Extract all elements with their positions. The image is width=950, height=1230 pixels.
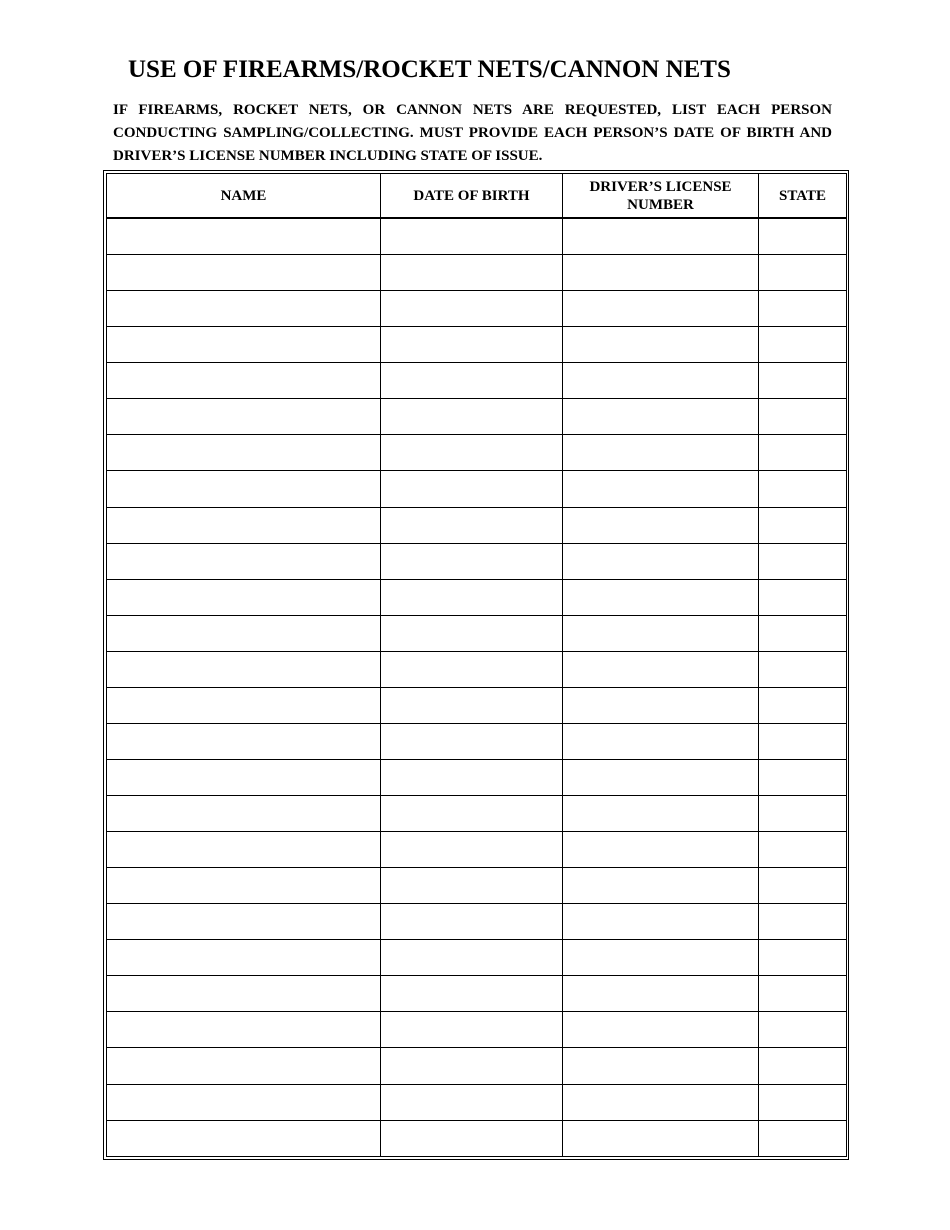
date-of-birth-cell[interactable] — [381, 940, 563, 976]
column-header-name: NAME — [107, 174, 381, 219]
name-cell[interactable] — [107, 543, 381, 579]
state-cell[interactable] — [759, 832, 847, 868]
state-cell[interactable] — [759, 868, 847, 904]
table-row — [107, 1048, 847, 1084]
table-row — [107, 1012, 847, 1048]
state-cell[interactable] — [759, 327, 847, 363]
drivers-license-number-cell[interactable] — [563, 327, 759, 363]
date-of-birth-cell[interactable] — [381, 507, 563, 543]
state-cell[interactable] — [759, 723, 847, 759]
name-cell[interactable] — [107, 363, 381, 399]
table-row — [107, 615, 847, 651]
table-row — [107, 832, 847, 868]
name-cell[interactable] — [107, 435, 381, 471]
table-row — [107, 435, 847, 471]
drivers-license-number-cell[interactable] — [563, 759, 759, 795]
drivers-license-number-cell[interactable] — [563, 904, 759, 940]
table-row — [107, 218, 847, 255]
date-of-birth-cell[interactable] — [381, 723, 563, 759]
drivers-license-number-cell[interactable] — [563, 1048, 759, 1084]
column-header-state: STATE — [759, 174, 847, 219]
date-of-birth-cell[interactable] — [381, 651, 563, 687]
drivers-license-number-cell[interactable] — [563, 723, 759, 759]
drivers-license-number-cell[interactable] — [563, 579, 759, 615]
name-cell[interactable] — [107, 832, 381, 868]
table-row — [107, 1084, 847, 1120]
table-header-row — [107, 174, 847, 219]
name-cell[interactable] — [107, 507, 381, 543]
name-cell[interactable] — [107, 940, 381, 976]
name-cell[interactable] — [107, 327, 381, 363]
table-row — [107, 976, 847, 1012]
table-row — [107, 868, 847, 904]
drivers-license-number-cell[interactable] — [563, 615, 759, 651]
drivers-license-number-cell[interactable] — [563, 435, 759, 471]
date-of-birth-cell[interactable] — [381, 1012, 563, 1048]
state-cell[interactable] — [759, 507, 847, 543]
table-row — [107, 255, 847, 291]
state-cell[interactable] — [759, 218, 847, 255]
state-cell[interactable] — [759, 1012, 847, 1048]
table-row — [107, 291, 847, 327]
date-of-birth-cell[interactable] — [381, 832, 563, 868]
drivers-license-number-cell[interactable] — [563, 868, 759, 904]
name-cell[interactable] — [107, 291, 381, 327]
name-cell[interactable] — [107, 976, 381, 1012]
date-of-birth-cell[interactable] — [381, 435, 563, 471]
name-cell[interactable] — [107, 1048, 381, 1084]
table-row — [107, 651, 847, 687]
state-cell[interactable] — [759, 291, 847, 327]
date-of-birth-cell[interactable] — [381, 1048, 563, 1084]
name-cell[interactable] — [107, 904, 381, 940]
date-of-birth-cell[interactable] — [381, 291, 563, 327]
state-cell[interactable] — [759, 435, 847, 471]
date-of-birth-cell[interactable] — [381, 1084, 563, 1120]
date-of-birth-cell[interactable] — [381, 255, 563, 291]
state-cell[interactable] — [759, 1084, 847, 1120]
drivers-license-number-cell[interactable] — [563, 543, 759, 579]
name-cell[interactable] — [107, 1084, 381, 1120]
drivers-license-number-cell[interactable] — [563, 507, 759, 543]
date-of-birth-cell[interactable] — [381, 687, 563, 723]
table-row — [107, 759, 847, 795]
drivers-license-number-cell[interactable] — [563, 976, 759, 1012]
state-cell[interactable] — [759, 615, 847, 651]
drivers-license-number-cell[interactable] — [563, 687, 759, 723]
form-title: USE OF FIREARMS/ROCKET NETS/CANNON NETS — [128, 56, 731, 83]
table-row — [107, 1120, 847, 1156]
state-cell[interactable] — [759, 687, 847, 723]
table-row — [107, 940, 847, 976]
state-cell[interactable] — [759, 471, 847, 507]
state-cell[interactable] — [759, 651, 847, 687]
drivers-license-number-cell[interactable] — [563, 940, 759, 976]
name-cell[interactable] — [107, 218, 381, 255]
drivers-license-number-cell[interactable] — [563, 218, 759, 255]
table-row — [107, 543, 847, 579]
drivers-license-number-cell[interactable] — [563, 1120, 759, 1156]
state-cell[interactable] — [759, 579, 847, 615]
date-of-birth-cell[interactable] — [381, 759, 563, 795]
state-cell[interactable] — [759, 363, 847, 399]
drivers-license-number-cell[interactable] — [563, 832, 759, 868]
date-of-birth-cell[interactable] — [381, 976, 563, 1012]
name-cell[interactable] — [107, 1120, 381, 1156]
date-of-birth-cell[interactable] — [381, 796, 563, 832]
name-cell[interactable] — [107, 687, 381, 723]
date-of-birth-cell[interactable] — [381, 904, 563, 940]
table-body — [107, 218, 847, 1157]
table-row — [107, 363, 847, 399]
table-row — [107, 399, 847, 435]
drivers-license-number-cell[interactable] — [563, 399, 759, 435]
state-cell[interactable] — [759, 1048, 847, 1084]
personnel-table — [106, 173, 847, 1157]
name-cell[interactable] — [107, 651, 381, 687]
date-of-birth-cell[interactable] — [381, 399, 563, 435]
drivers-license-number-cell[interactable] — [563, 1012, 759, 1048]
state-cell[interactable] — [759, 796, 847, 832]
date-of-birth-cell[interactable] — [381, 615, 563, 651]
column-header-drivers-license-number: DRIVER’S LICENSE NUMBER — [563, 174, 759, 219]
date-of-birth-cell[interactable] — [381, 868, 563, 904]
name-cell[interactable] — [107, 471, 381, 507]
table-row — [107, 507, 847, 543]
name-cell[interactable] — [107, 399, 381, 435]
state-cell[interactable] — [759, 940, 847, 976]
table-row — [107, 904, 847, 940]
drivers-license-number-cell[interactable] — [563, 1084, 759, 1120]
date-of-birth-cell[interactable] — [381, 327, 563, 363]
date-of-birth-cell[interactable] — [381, 218, 563, 255]
name-cell[interactable] — [107, 868, 381, 904]
name-cell[interactable] — [107, 796, 381, 832]
table-row — [107, 579, 847, 615]
table-row — [107, 687, 847, 723]
name-cell[interactable] — [107, 615, 381, 651]
form-instructions: IF FIREARMS, ROCKET NETS, OR CANNON NETS ARE REQUESTED, LIST EACH PERSON CONDUCTING SAMPLING/COLLECTING. MUST PROVIDE EACH PERSON’S DATE OF BIRTH AND DRIVER’S LICENSE NUMBER INCLUDING STATE OF ISSUE. — [113, 102, 832, 164]
state-cell[interactable] — [759, 976, 847, 1012]
personnel-table-frame — [103, 170, 849, 1160]
state-cell[interactable] — [759, 759, 847, 795]
date-of-birth-cell[interactable] — [381, 543, 563, 579]
date-of-birth-cell[interactable] — [381, 1120, 563, 1156]
name-cell[interactable] — [107, 1012, 381, 1048]
name-cell[interactable] — [107, 255, 381, 291]
state-cell[interactable] — [759, 1120, 847, 1156]
table-row — [107, 723, 847, 759]
date-of-birth-cell[interactable] — [381, 579, 563, 615]
drivers-license-number-cell[interactable] — [563, 471, 759, 507]
drivers-license-number-cell[interactable] — [563, 651, 759, 687]
table-row — [107, 327, 847, 363]
drivers-license-number-cell[interactable] — [563, 255, 759, 291]
table-row — [107, 471, 847, 507]
date-of-birth-cell[interactable] — [381, 471, 563, 507]
name-cell[interactable] — [107, 579, 381, 615]
column-header-date-of-birth: DATE OF BIRTH — [381, 174, 563, 219]
table-row — [107, 796, 847, 832]
name-cell[interactable] — [107, 723, 381, 759]
state-cell[interactable] — [759, 255, 847, 291]
date-of-birth-cell[interactable] — [381, 363, 563, 399]
state-cell[interactable] — [759, 399, 847, 435]
drivers-license-number-cell[interactable] — [563, 796, 759, 832]
drivers-license-number-cell[interactable] — [563, 291, 759, 327]
name-cell[interactable] — [107, 759, 381, 795]
drivers-license-number-cell[interactable] — [563, 363, 759, 399]
state-cell[interactable] — [759, 543, 847, 579]
state-cell[interactable] — [759, 904, 847, 940]
